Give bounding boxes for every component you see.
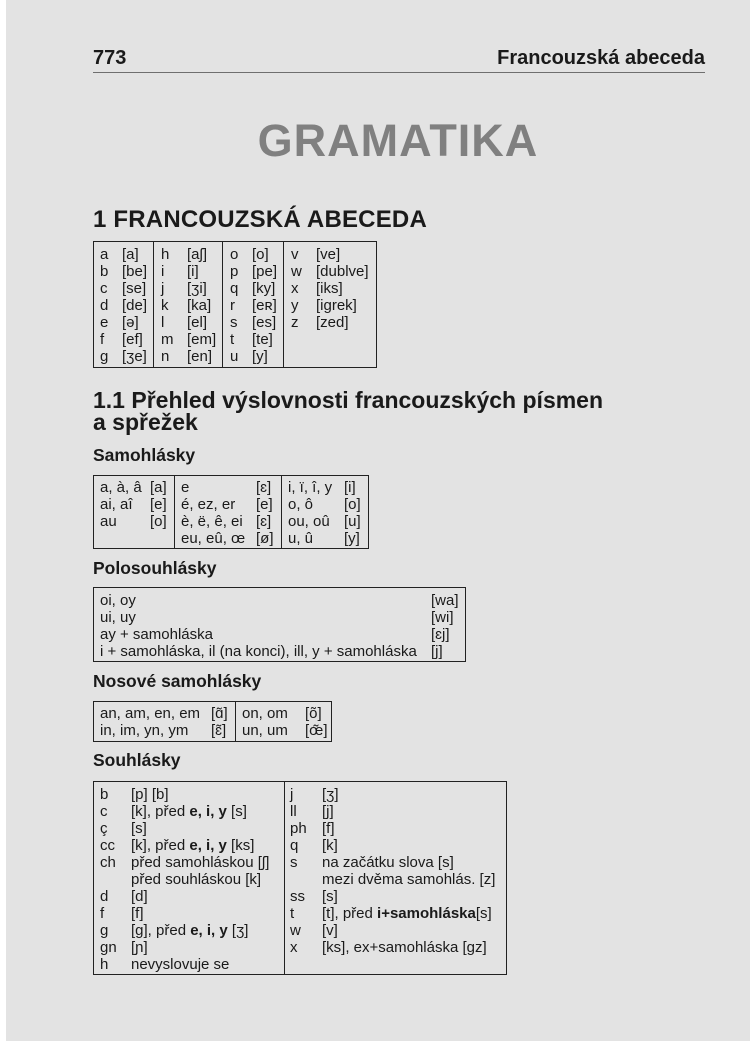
section-heading-alphabet: 1 FRANCOUZSKÁ ABECEDA — [93, 206, 427, 233]
consonants-table: b [p] [b] c [k], před e, i, y [s] ç [s] cc [k], před e, i, y [ks] ch před samohláskou [ʃ] před souhláskou [k] d [d] f [f] g [g], před e, i, y [ʒ] gn [ɲ] h nevyslovuje se j [ʒ] ll [j] ph [f] q [k] s na začátku slova [s] mezi dvěma samohlás. [z] ss [s] t [t], před i+samohláska[s] w [v] x [ks], ex+samohláska [gz] — [93, 781, 507, 975]
vowels-table: a, à, â [a] e [ɛ] i, ï, î, y [i] ai, aî [e] é, ez, er [e] o, ô [o] au [o] è, ë, ê, ei [ɛ] ou, oû [u] eu, eû, œ [ø] u, û [y] — [93, 475, 369, 549]
page-number: 773 — [93, 47, 127, 69]
subheading-vowels: Samohlásky — [93, 445, 196, 465]
heading-line: a spřežek — [93, 409, 198, 435]
semivowels-row: ay + samohláska [ɛj] — [100, 626, 450, 643]
subheading-nasals: Nosové samohlásky — [93, 671, 262, 691]
column-divider — [222, 242, 223, 367]
running-title: Francouzská abeceda — [497, 47, 705, 69]
alphabet-table: a [a] h [aʃ] o [o] v [ve] b [be] i [i] p [pe] w [dublve] c [se] j [ʒi] q [ky] x [iks] d [de] k [ka] r [eʀ] y [igrek] e [ə] l [el] s [es] z [zed] f [ef] m [em] t [te] g [ʒe] n [en] u [y] — [93, 241, 377, 368]
semivowels-row: i + samohláska, il (na konci), ill, y + samohláska [j] — [100, 643, 443, 660]
column-divider — [174, 476, 175, 548]
subheading-semivowels: Polosouhlásky — [93, 558, 217, 578]
column-divider — [153, 242, 154, 367]
column-divider — [235, 702, 236, 741]
semivowels-row: ui, uy [wi] — [100, 609, 454, 626]
section-heading-pronunciation — [93, 389, 693, 433]
running-header — [93, 47, 705, 73]
column-divider — [281, 476, 282, 548]
chapter-title: GRAMATIKA — [257, 115, 539, 166]
subheading-consonants: Souhlásky — [93, 750, 181, 770]
heading-line: 1.1 Přehled výslovnosti francouzských písmen — [93, 387, 604, 413]
column-divider — [284, 782, 285, 974]
column-divider — [283, 242, 284, 367]
nasals-table: an, am, en, em [ɑ̃] on, om [õ] in, im, yn, ym [ɛ̃] un, um [œ̃] — [93, 701, 332, 742]
semivowels-row: oi, oy [wa] — [100, 592, 459, 609]
semivowels-table — [93, 587, 466, 662]
